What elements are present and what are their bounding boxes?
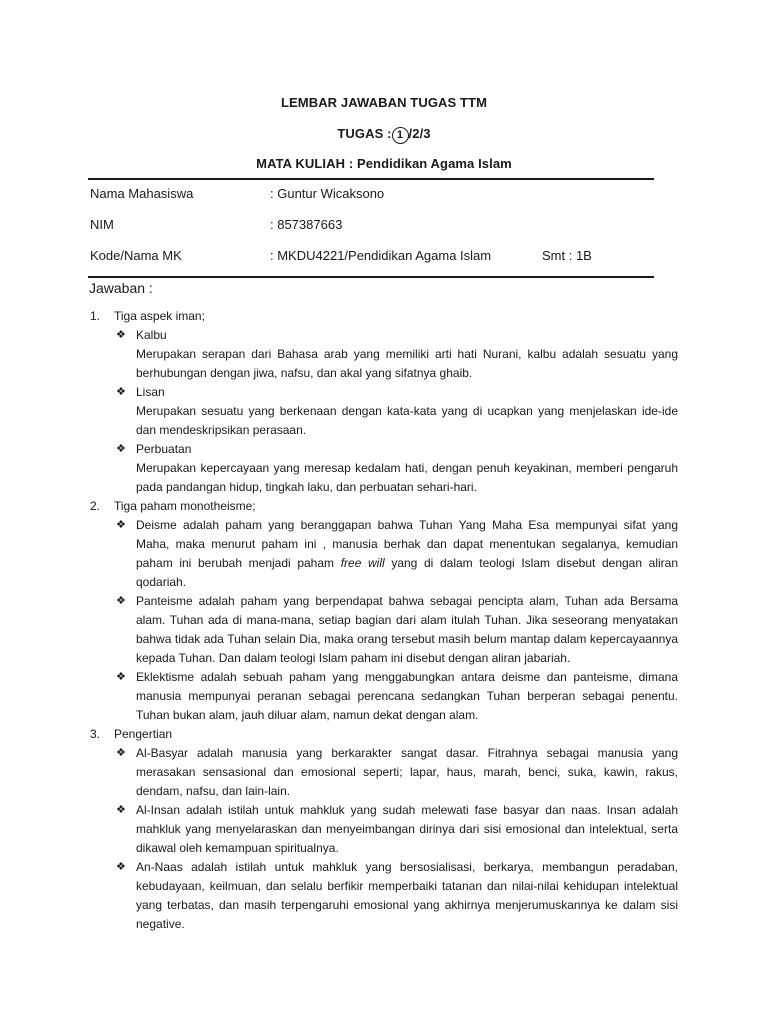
list-item (90, 592, 678, 668)
item-title: Perbuatan (136, 442, 192, 456)
answer-section-1 (90, 307, 678, 497)
answer-list (90, 307, 678, 934)
list-item (90, 858, 678, 934)
list-item (90, 516, 678, 592)
tugas-circled-number: 1 (392, 127, 409, 144)
item-text: An-Naas adalah istilah untuk mahkluk yang bersosialisasi, berkarya, membangun peradaban, kebudayaan, keilmuan, dan selalu berfikir memperbaiki tatanan dan nilai-nilai kehidupan intelektual yang terbatas, dan masih terpengaruhi emosional yang akhirnya menjerumuskannya ke dalam sisi negative. (136, 860, 678, 931)
tugas-line (0, 126, 768, 144)
item-text: Deisme adalah paham yang beranggapan bahwa Tuhan Yang Maha Esa mempunyai sifat yang Maha, maka menurut paham ini , manusia berhak dan dapat menentukan segalanya, kemudian paham ini berubah menjadi paham (136, 518, 678, 570)
diamond-bullet-icon: ❖ (116, 747, 126, 759)
info-row-nim (90, 217, 654, 235)
divider-top (88, 178, 654, 180)
answer-section-3 (90, 725, 678, 934)
item-text: Merupakan serapan dari Bahasa arab yang memiliki arti hati Nurani, kalbu adalah sesuatu yang berhubungan dengan jiwa, nafsu, dan akal yang sifatnya ghaib. (136, 347, 678, 380)
diamond-bullet-icon: ❖ (116, 595, 126, 607)
tugas-prefix: TUGAS : (337, 126, 392, 141)
info-row-nama (90, 186, 654, 204)
item-text: Eklektisme adalah sebuah paham yang menggabungkan antara deisme dan panteisme, dimana manusia mempunyai peranan sebagai perencana sedangkan Tuhan berperan sebagai penentu. Tuhan bukan alam, jauh diluar alam, namun dekat dengan alam. (136, 670, 678, 722)
tugas-suffix: /2/3 (408, 126, 431, 141)
semester-value: Smt : 1B (542, 248, 592, 263)
nama-value: : Guntur Wicaksono (270, 186, 385, 201)
nim-label: NIM (90, 217, 114, 232)
diamond-bullet-icon: ❖ (116, 519, 126, 531)
section-number: 2. (90, 499, 101, 513)
list-item (90, 326, 678, 383)
kode-value: : MKDU4221/Pendidikan Agama Islam (270, 248, 492, 263)
item-text-italic: free will (340, 556, 385, 570)
item-title: Kalbu (136, 328, 167, 342)
item-text: Panteisme adalah paham yang berpendapat bahwa sebagai pencipta alam, Tuhan ada Bersama alam. Tuhan ada di mana-mana, setiap bagian dari alam itulah Tuhan. Jika seseorang menyatakan bahwa tidak ada Tuhan selain Dia, maka orang tersebut masih belum mantap dalam kepercayaannya kepada Tuhan. Dan dalam teologi Islam paham ini disebut dengan aliran jabariah. (136, 594, 678, 665)
diamond-bullet-icon: ❖ (116, 386, 126, 398)
answer-section-2 (90, 497, 678, 725)
sheet-title: LEMBAR JAWABAN TUGAS TTM (280, 95, 488, 110)
diamond-bullet-icon: ❖ (116, 329, 126, 341)
section-number: 3. (90, 727, 101, 741)
section-heading (90, 497, 678, 516)
item-text: yang di dalam teologi Islam disebut dengan aliran qodariah. (136, 556, 679, 589)
section-heading-text: Tiga aspek iman; (114, 309, 205, 323)
section-heading (90, 307, 678, 326)
info-row-kode (90, 248, 654, 266)
item-text: Al-Basyar adalah manusia yang berkarakter sangat dasar. Fitrahnya sebagai manusia yang merasakan sensasional dan emosional seperti; lapar, haus, marah, benci, suka, kawin, rakus, dendam, nafsu, dan lain-lain. (136, 746, 678, 798)
nama-label: Nama Mahasiswa (90, 186, 194, 201)
list-item (90, 801, 678, 858)
item-text: Merupakan sesuatu yang berkenaan dengan kata-kata yang di ucapkan yang menjelaskan ide-ide dan mendeskripsikan perasaan. (136, 404, 678, 437)
divider-bottom (88, 276, 654, 278)
diamond-bullet-icon: ❖ (116, 443, 126, 455)
diamond-bullet-icon: ❖ (116, 671, 126, 683)
list-item (90, 744, 678, 801)
section-heading (90, 725, 678, 744)
section-number: 1. (90, 309, 101, 323)
section-heading-text: Pengertian (114, 727, 173, 741)
item-text: Al-Insan adalah istilah untuk mahkluk yang sudah melewati fase basyar dan naas. Insan adalah mahkluk yang menyelaraskan dan menyeimbangan dirinya dari sisi emosional dan intelektual, serta dikawal oleh kemampuan spiritualnya. (136, 803, 678, 855)
list-item (90, 668, 678, 725)
jawaban-label: Jawaban : (89, 280, 153, 296)
section-heading-text: Tiga paham monotheisme; (114, 499, 256, 513)
kode-label: Kode/Nama MK (90, 248, 182, 263)
diamond-bullet-icon: ❖ (116, 804, 126, 816)
list-item (90, 440, 678, 497)
item-text: Merupakan kepercayaan yang meresap kedalam hati, dengan penuh keyakinan, memberi pengaruh pada pandangan hidup, tingkah laku, dan perbuatan sehari-hari. (136, 461, 678, 494)
item-title: Lisan (136, 385, 165, 399)
diamond-bullet-icon: ❖ (116, 861, 126, 873)
mata-kuliah-title: MATA KULIAH : Pendidikan Agama Islam (256, 156, 512, 171)
nim-value: : 857387663 (270, 217, 343, 232)
list-item (90, 383, 678, 440)
